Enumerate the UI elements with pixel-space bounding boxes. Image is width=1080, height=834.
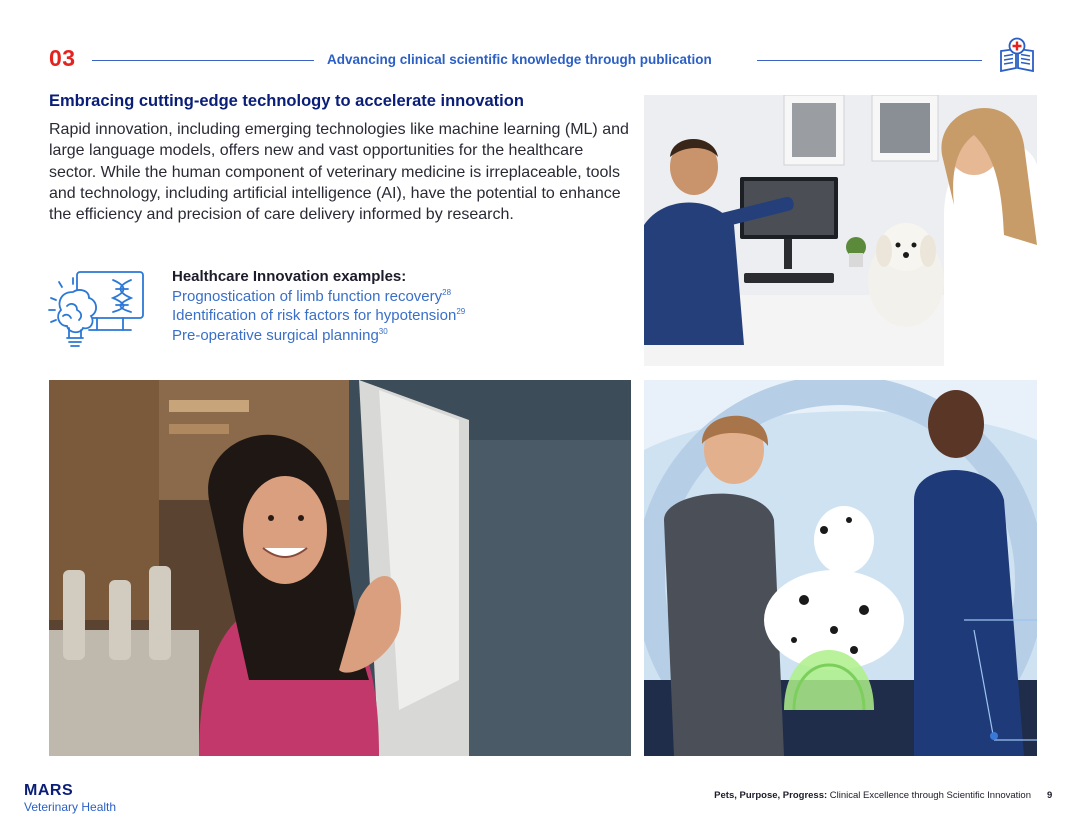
- page-number: 9: [1047, 790, 1053, 801]
- section-number: 03: [49, 45, 76, 71]
- photo-dalmatian-scan: [644, 380, 1037, 756]
- brain-dna-monitor-icon: [47, 268, 151, 352]
- brand-logo: MARS: [24, 782, 74, 799]
- reference-number: 28: [442, 288, 452, 297]
- examples-title: Healthcare Innovation examples:: [172, 268, 407, 285]
- photo-vet-computer-dog: [644, 95, 1037, 366]
- section-title: Advancing clinical scientific knowledge through publication: [327, 52, 712, 67]
- header-rule-right: [757, 60, 982, 61]
- header-rule-left: [92, 60, 314, 61]
- example-item: Pre-operative surgical planning$^{30}$: [172, 327, 388, 344]
- brand-subtitle: Veterinary Health: [24, 800, 117, 814]
- medical-book-icon: [997, 37, 1037, 75]
- example-item: Identification of risk factors for hypotension$^{29}$: [172, 307, 466, 324]
- photo-technician-monitor: [49, 380, 631, 756]
- example-item: Prognostication of limb function recovery$^{28}$: [172, 288, 452, 305]
- publication-title: Pets, Purpose, Progress: Clinical Excellence through Scientific Innovation: [714, 790, 1031, 801]
- article-body: Rapid innovation, including emerging technologies like machine learning (ML) and large language models, offers new and vast opportunities for the healthcare sector. While the human component of veterinary medicine is irreplaceable, tools and technology, including artificial intelligence (AI), have the potential to enhance the efficiency and precision of care delivery informed by research.: [49, 121, 629, 224]
- article-headline: Embracing cutting-edge technology to accelerate innovation: [49, 92, 524, 110]
- reference-number: 30: [378, 327, 388, 336]
- reference-number: 29: [456, 307, 466, 316]
